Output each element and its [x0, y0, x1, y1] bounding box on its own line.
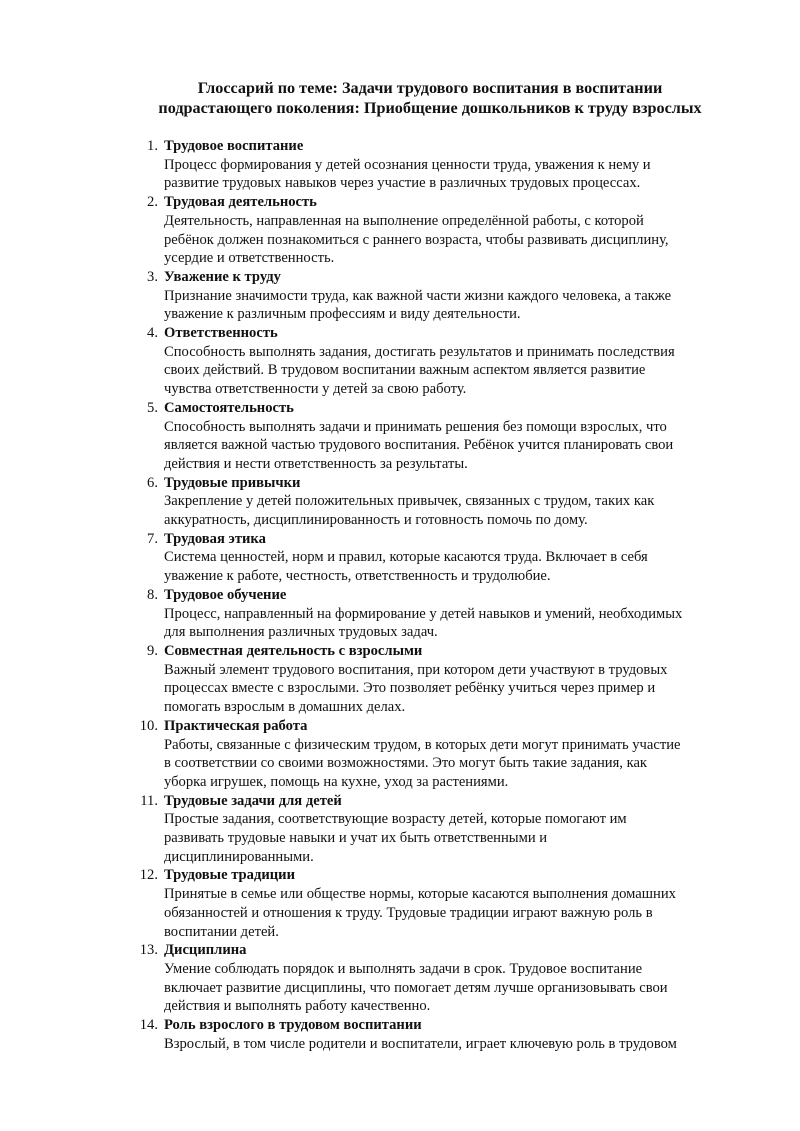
entry-term: Ответственность [164, 325, 278, 342]
entry-number: 13. [139, 942, 158, 959]
entry-number: 8. [147, 586, 158, 603]
entry-term: Совместная деятельность с взрослыми [164, 642, 423, 659]
definition-line: Важный элемент трудового воспитания, при котором дети участвуют в трудовых [164, 661, 668, 678]
entry-number: 11. [140, 792, 158, 809]
definition-line: развивать трудовые навыки и учат их быть ответственными и [164, 830, 548, 847]
entry-definition [164, 736, 746, 792]
entry-term: Трудовая этика [164, 530, 266, 547]
definition-line: Процесс, направленный на формирование у детей навыков и умений, необходимых [164, 605, 683, 622]
entry-term: Трудовые традиции [164, 867, 295, 884]
entry-definition [164, 343, 746, 399]
definition-line: чувства ответственности у детей за свою работу. [164, 381, 467, 398]
definition-line: Умение соблюдать порядок и выполнять задачи в срок. Трудовое воспитание [164, 960, 643, 977]
entry-definition [164, 960, 746, 1016]
entry-number: 12. [139, 867, 158, 884]
definition-line: Работы, связанные с физическим трудом, в которых дети могут принимать участие [164, 736, 681, 753]
definition-line: развитие трудовых навыков через участие в различных трудовых процессах. [164, 175, 641, 192]
definition-line: в соответствии со своими возможностями. Это могут быть такие задания, как [164, 755, 648, 772]
entry-number: 9. [147, 642, 158, 659]
definition-line: своих действий. В трудовом воспитании важным аспектом является развитие [164, 362, 646, 379]
definition-line: обязанностей и отношения к труду. Трудовые традиции играют важную роль в [164, 904, 653, 921]
entry-term: Самостоятельность [164, 399, 294, 416]
entry-definition [164, 605, 746, 642]
definition-line: Закрепление у детей положительных привычек, связанных с трудом, таких как [164, 493, 655, 510]
entry-definition [164, 548, 746, 585]
definition-line: включает развитие дисциплины, что помогает детям лучше организовывать свои [164, 979, 668, 996]
entry-number: 1. [147, 138, 158, 154]
definition-line: действия и нести ответственность за результаты. [164, 455, 468, 472]
glossary-entry [126, 642, 746, 717]
entry-number: 6. [147, 474, 158, 491]
document-title [60, 78, 800, 118]
glossary-entry [126, 137, 746, 193]
definition-line: Система ценностей, норм и правил, которые касаются труда. Включает в себя [164, 549, 648, 566]
glossary-entry [126, 324, 746, 399]
entry-definition [164, 661, 746, 717]
entry-number: 3. [147, 268, 158, 285]
glossary-entry [126, 530, 746, 586]
entry-term: Трудовая деятельность [164, 194, 317, 211]
definition-line: действия и выполнять работу качественно. [164, 998, 431, 1015]
definition-line: уважение к работе, честность, ответственность и трудолюбие. [164, 568, 551, 585]
definition-line: процессах вместе с взрослыми. Это позволяет ребёнку учиться через пример и [164, 680, 656, 697]
entry-term: Трудовое обучение [164, 586, 287, 603]
entry-definition [164, 156, 746, 193]
entry-term: Трудовые привычки [164, 474, 301, 491]
entry-term: Практическая работа [164, 717, 308, 734]
definition-line: аккуратность, дисциплинированность и готовность помочь по дому. [164, 512, 588, 529]
glossary-entry [126, 792, 746, 867]
entry-term: Дисциплина [164, 942, 247, 959]
definition-line: Признание значимости труда, как важной части жизни каждого человека, а также [164, 287, 672, 304]
definition-line: уборка игрушек, помощь на кухне, уход за растениями. [164, 773, 509, 790]
definition-line: Взрослый, в том числе родители и воспитатели, играет ключевую роль в трудовом [164, 1035, 677, 1052]
definition-line: воспитании детей. [164, 923, 279, 940]
glossary-entry [126, 717, 746, 792]
glossary-entry [126, 474, 746, 530]
glossary-entry [126, 866, 746, 941]
entry-term: Роль взрослого в трудовом воспитании [164, 1017, 422, 1034]
definition-line: ребёнок должен познакомиться с раннего возраста, чтобы развивать дисциплину, [164, 231, 669, 248]
entry-definition [164, 810, 746, 866]
definition-line: уважение к различным профессиям и виду деятельности. [164, 306, 521, 323]
definition-line: помогать взрослым в домашних делах. [164, 699, 406, 716]
title-line-2: подрастающего поколения: Приобщение дошкольников к труду взрослых [158, 99, 702, 117]
title-line-1: Глоссарий по теме: Задачи трудового воспитания в воспитании [197, 79, 663, 97]
entry-definition [164, 212, 746, 268]
entry-number: 2. [147, 194, 158, 211]
entry-term: Трудовое воспитание [164, 138, 304, 154]
glossary-entry [126, 268, 746, 324]
entry-definition [164, 1035, 746, 1054]
glossary-entry [126, 193, 746, 268]
definition-line: дисциплинированными. [164, 848, 314, 865]
glossary-entry [126, 399, 746, 474]
definition-line: для выполнения различных трудовых задач. [164, 624, 438, 641]
definition-line: Простые задания, соответствующие возрасту детей, которые помогают им [164, 811, 627, 828]
glossary-entry [126, 1016, 746, 1053]
entry-definition [164, 885, 746, 941]
entry-number: 14. [139, 1017, 158, 1034]
entry-definition [164, 418, 746, 474]
glossary-entry [126, 941, 746, 1016]
definition-line: Принятые в семье или обществе нормы, которые касаются выполнения домашних [164, 886, 676, 903]
definition-line: Процесс формирования у детей осознания ценности труда, уважения к нему и [164, 156, 651, 173]
definition-line: Способность выполнять задания, достигать результатов и принимать последствия [164, 343, 675, 360]
entry-number: 5. [147, 399, 158, 416]
definition-line: является важной частью трудового воспитания. Ребёнок учится планировать свои [164, 437, 674, 454]
glossary-entry [126, 586, 746, 642]
definition-line: Способность выполнять задачи и принимать решения без помощи взрослых, что [164, 418, 667, 435]
definition-line: усердие и ответственность. [164, 250, 335, 267]
entry-number: 4. [147, 325, 158, 342]
entry-term: Уважение к труду [164, 268, 281, 285]
entry-number: 10. [139, 717, 158, 734]
entry-definition [164, 287, 746, 324]
entry-number: 7. [147, 530, 158, 547]
definition-line: Деятельность, направленная на выполнение определённой работы, с которой [164, 212, 644, 229]
entry-definition [164, 492, 746, 529]
entry-term: Трудовые задачи для детей [164, 792, 342, 809]
glossary-list [126, 137, 746, 1053]
